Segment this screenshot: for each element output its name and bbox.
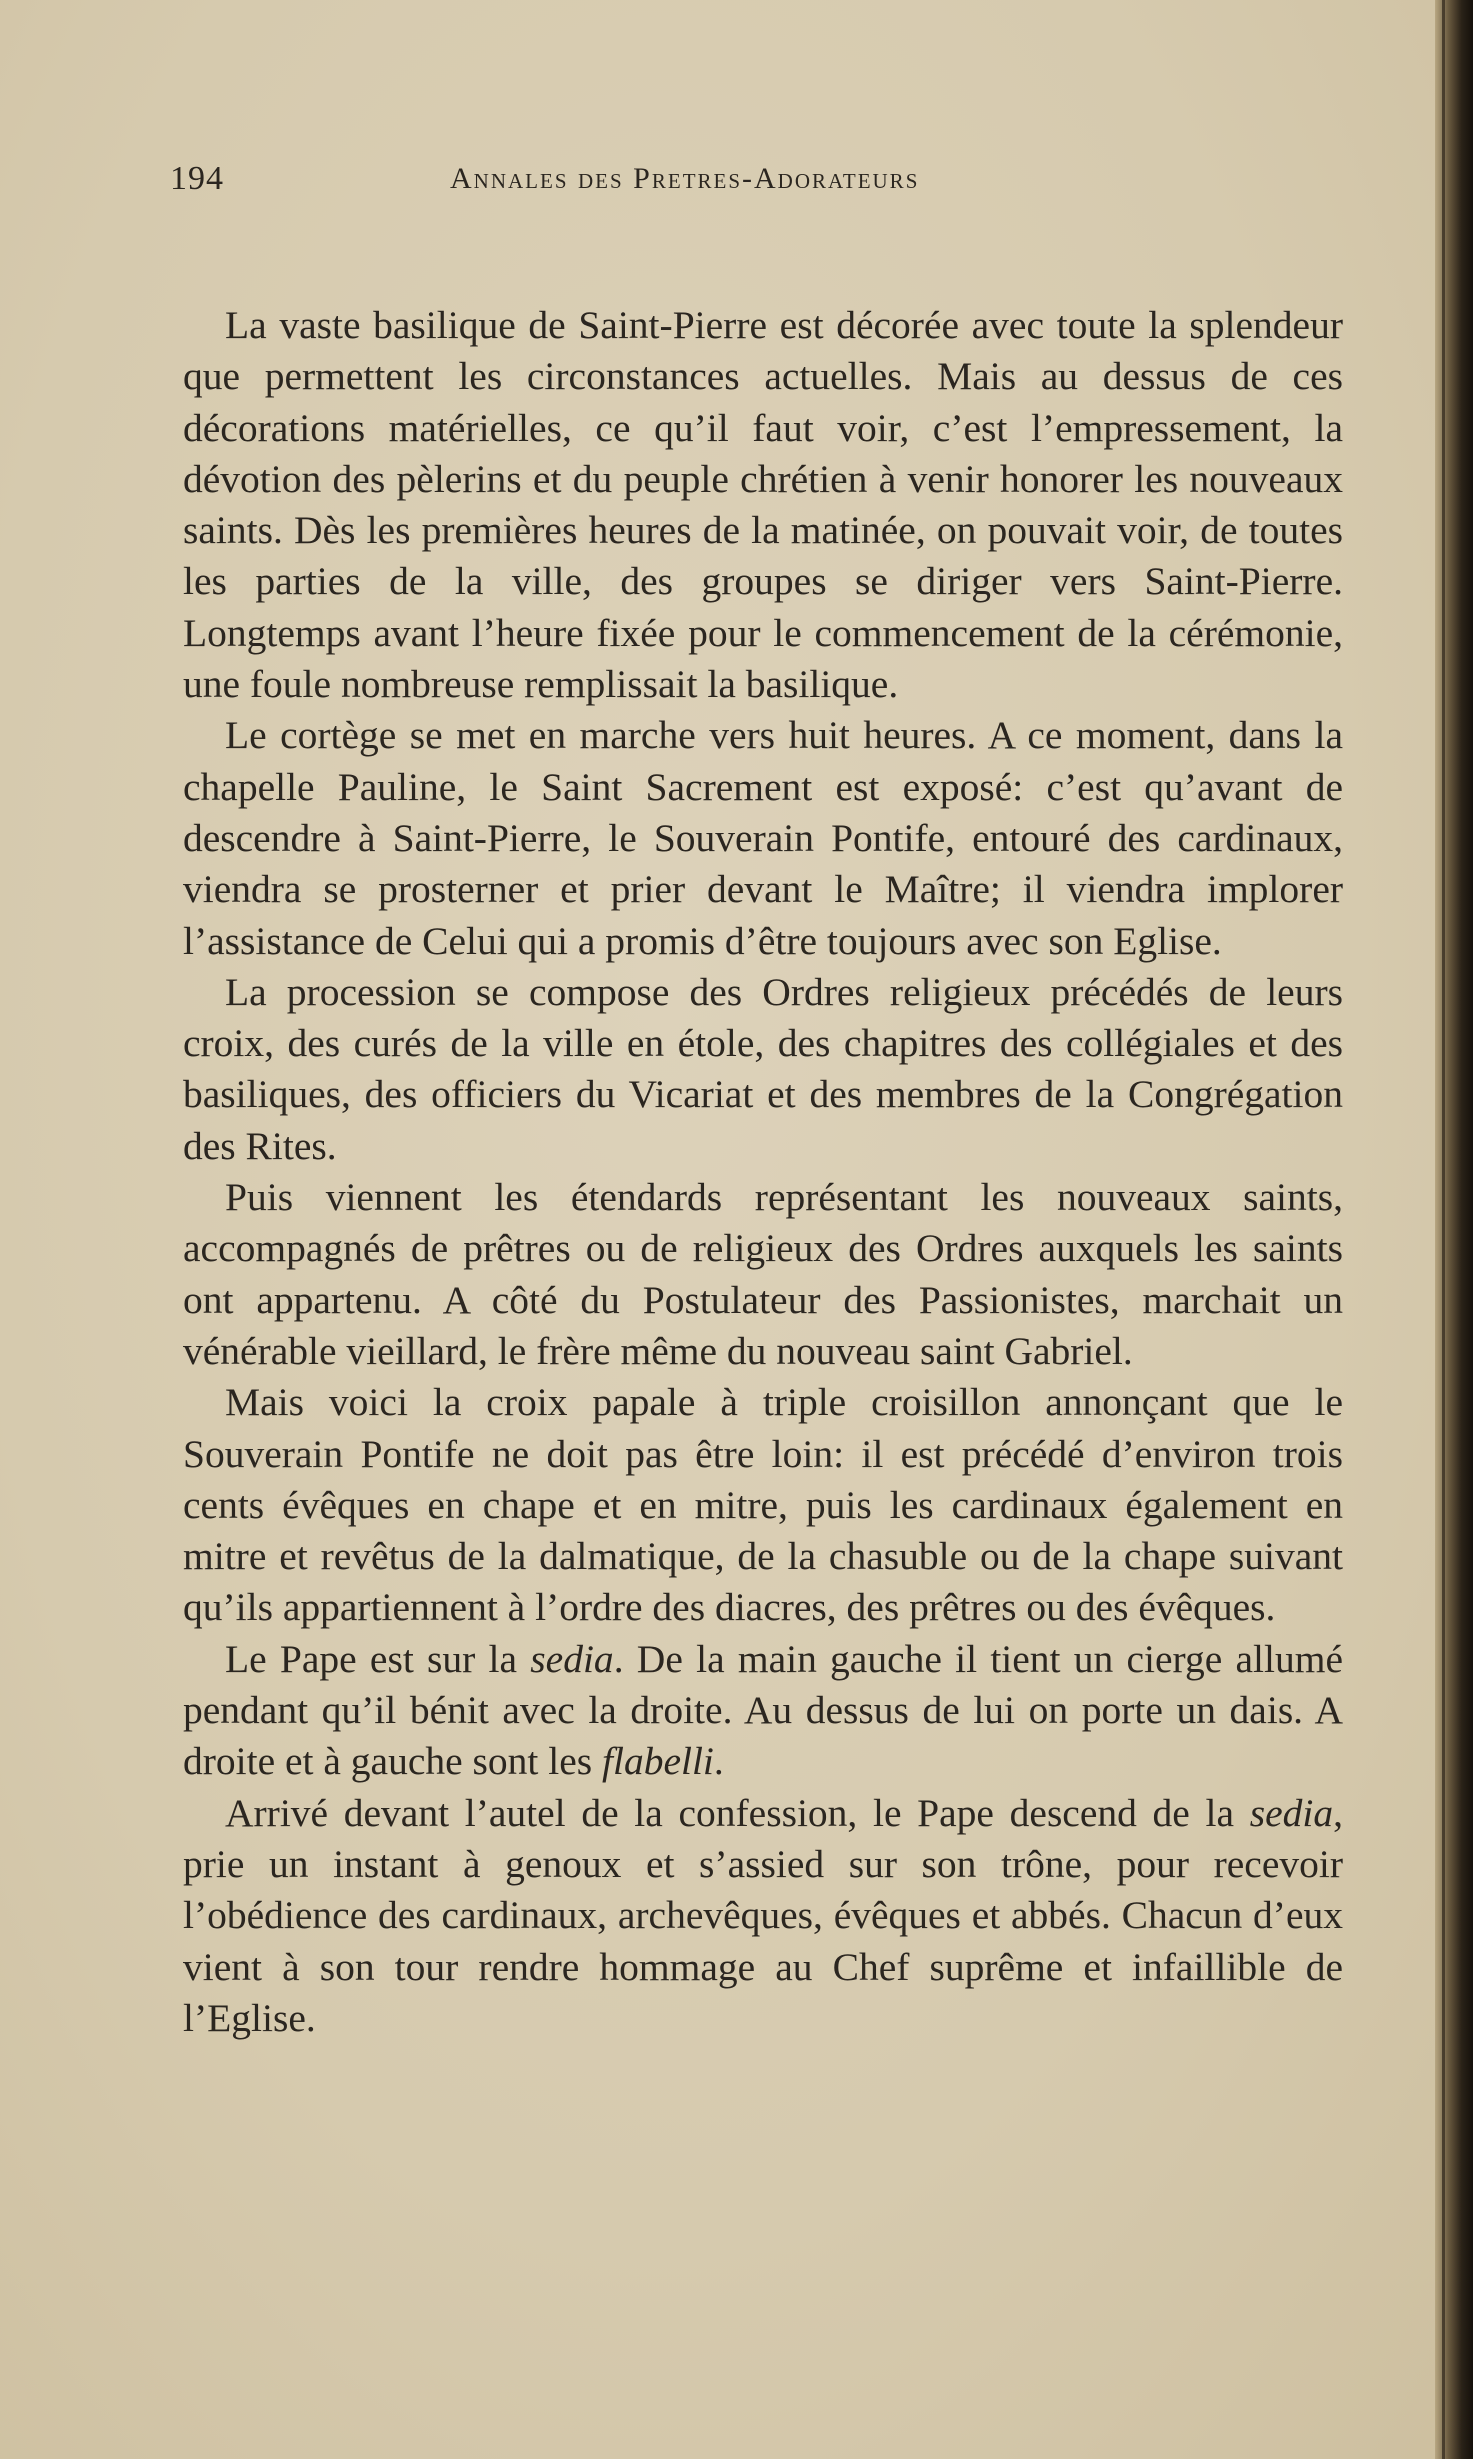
italic-term-sedia: sedia [1249,1790,1334,1835]
running-head [170,160,1340,210]
running-title: Annales des Pretres-Adorateurs [450,162,920,195]
paragraph: La procession se compose des Ordres religieux précédés de leurs croix, des curés de la ville en étole, des chapitres des collégiales et des basiliques, des officiers du Vicariat et des membres de la Congrégation des Rites. [183,969,1343,1168]
paragraph: Puis viennent les étendards représentant les nouveaux saints, accompagnés de prêtres ou de religieux des Ordres auxquels les saints ont appartenu. A côté du Postulateur des Passionistes, marchait un vénérable vieillard, le frère même du nouveau saint Gabriel. [183,1175,1343,1373]
page-number: 194 [170,160,224,197]
paragraph: La vaste basilique de Saint-Pierre est décorée avec toute la splendeur que permettent les circonstances actuelles. Mais au dessus de ces décorations matérielles, ce qu’il faut voir, c’est l’empressement, la dévotion des pèlerins et du peuple chrétien à venir honorer les nouveaux saints. Dès les premières heures de la matinée, on pouvait voir, de toutes les parties de la ville, des groupes se diriger vers Saint-Pierre. Longtemps avant l’heure fixée pour le commencement de la cérémonie, une foule nombreuse remplissait la basilique. [183,303,1343,707]
paragraph-text: Arrivé devant l’autel de la confession, le Pape descend de la [225,1790,1250,1835]
paragraph [183,1634,1343,1788]
italic-term-flabelli: flabelli [602,1739,714,1784]
paragraph-text: , prie un instant à genoux et s’assied sur son trône, pour recevoir l’obédience des cardinaux, archevêques, évêques et abbés. Chacun d’eux vient à son tour rendre hommage au Chef suprême et infaillible de l’Eglise. [183,1790,1343,2040]
paragraph-text: . [713,1739,724,1784]
body-text [183,300,1343,2044]
italic-term-sedia: sedia [530,1636,614,1681]
paragraph [183,1788,1343,2044]
paragraph: Le cortège se met en marche vers huit heures. A ce moment, dans la chapelle Pauline, le Saint Sacrement est exposé: c’est qu’avant de descendre à Saint-Pierre, le Souverain Pontife, entouré des cardinaux, viendra se prosterner et prier devant le Maître; il viendra implorer l’assistance de Celui qui a promis d’être toujours avec son Eglise. [183,713,1343,963]
paragraph: Mais voici la croix papale à triple croisillon annonçant que le Souverain Pontife ne doit pas être loin: il est précédé d’environ trois cents évêques en chape et en mitre, puis les cardinaux également en mitre et revêtus de la dalmatique, de la chasuble ou de la chape suivant qu’ils appartiennent à l’ordre des diacres, des prêtres ou des évêques. [183,1380,1343,1630]
paragraph-text: Le Pape est sur la [225,1636,531,1681]
paragraph-text: . De la main gauche il tient un cierge allumé pendant qu’il bénit avec la droite. Au dessus de lui on porte un dais. A droite et à gauche sont les [183,1636,1343,1784]
page-binding-edge [1435,0,1473,2459]
page-binding-shadow [1442,0,1445,2459]
